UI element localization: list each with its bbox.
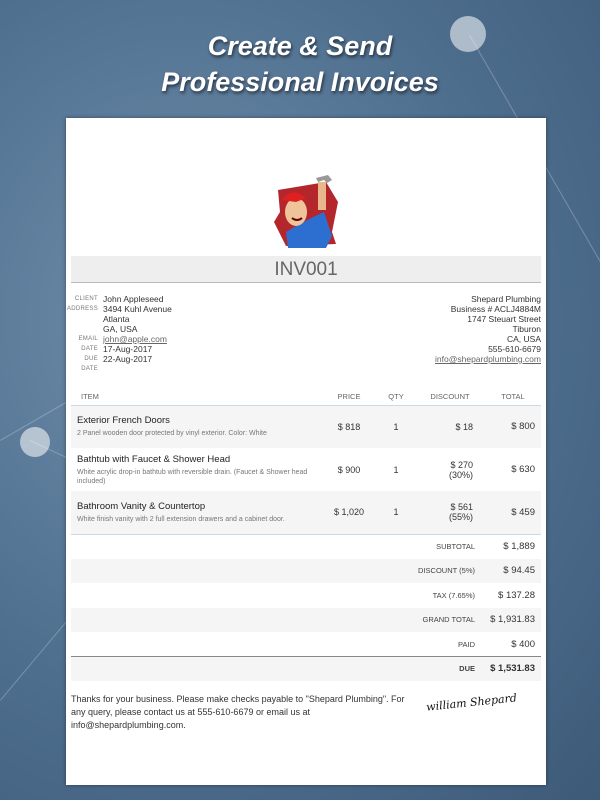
promo-headline — [0, 28, 600, 100]
address-line: GA, USA — [103, 324, 138, 334]
client-info — [66, 294, 172, 374]
business-email-link[interactable]: info@shepardplumbing.com — [435, 354, 541, 364]
due-value: $ 1,531.83 — [485, 657, 541, 681]
item-qty: 1 — [377, 405, 415, 448]
item-description: White finish vanity with 2 full extension drawers and a cabinet door. — [77, 515, 285, 523]
business-info — [435, 294, 541, 364]
business-region: CA, USA — [506, 334, 541, 344]
col-qty: QTY — [377, 388, 415, 405]
item-total: $ 800 — [485, 405, 541, 448]
totals-value: $ 400 — [511, 638, 535, 650]
item-total: $ 630 — [511, 464, 535, 475]
item-description: 2 Panel wooden door protected by vinyl exterior. Color: White — [77, 430, 267, 438]
email-label: EMAIL — [78, 336, 98, 342]
totals-label: DISCOUNT (5%) — [71, 559, 485, 584]
item-cell — [71, 405, 321, 448]
signature: william Shepard — [425, 691, 518, 714]
plumber-mascot-icon — [266, 172, 346, 252]
item-discount-cell — [415, 405, 485, 448]
address-line: 3494 Kuhl Avenue — [103, 304, 172, 314]
totals-value: $ 1,931.83 — [485, 608, 541, 633]
item-price: $ 900 — [337, 464, 361, 475]
due-label: DUE — [71, 657, 485, 681]
totals-value: $ 94.45 — [485, 559, 541, 584]
totals-row — [71, 608, 541, 633]
client-email-link[interactable]: john@apple.com — [103, 334, 167, 344]
item-discount-cell — [415, 491, 485, 534]
totals-label: PAID — [458, 639, 475, 649]
item-discount: $ 561 — [450, 502, 473, 513]
totals-label: TAX (7.65%) — [432, 590, 475, 600]
totals-row — [71, 534, 541, 559]
due-row — [71, 657, 541, 681]
client-label: CLIENT — [74, 296, 98, 302]
totals-label: SUBTOTAL — [436, 542, 475, 551]
table-row[interactable] — [71, 405, 541, 448]
col-total: TOTAL — [485, 388, 541, 405]
col-price: PRICE — [321, 388, 377, 405]
item-discount: $ 270 — [450, 459, 473, 470]
footer-note: Thanks for your business. Please make checks payable to "Shepard Plumbing". For any query, please contact us at 555-610-6679 or email us at info@shepardplumbing.com. — [71, 694, 405, 730]
table-row[interactable] — [71, 491, 541, 534]
item-discount-percent: (55%) — [448, 512, 473, 523]
totals-row — [71, 559, 541, 584]
totals-label: GRAND TOTAL — [71, 608, 485, 633]
totals-row — [71, 632, 541, 657]
invoice-date: 17-Aug-2017 — [103, 344, 153, 354]
item-discount-percent: (30%) — [448, 469, 473, 480]
invoice-document — [66, 118, 546, 785]
due-date-label: DUE DATE — [81, 356, 98, 372]
totals-value: $ 1,889 — [503, 541, 535, 552]
item-total: $ 459 — [485, 491, 541, 534]
item-discount: $ 18 — [455, 421, 473, 432]
headline-line-2: Professional Invoices — [161, 67, 439, 97]
item-cell — [71, 448, 321, 491]
item-price: $ 1,020 — [321, 491, 377, 534]
business-name: Shepard Plumbing — [471, 294, 541, 304]
item-qty: 1 — [393, 464, 399, 475]
col-item: ITEM — [71, 388, 321, 405]
item-name: Bathroom Vanity & Countertop — [77, 500, 206, 512]
business-street: 1747 Steuart Street — [467, 314, 541, 324]
business-city: Tiburon — [512, 324, 541, 334]
business-phone: 555-610-6679 — [488, 344, 541, 354]
table-row[interactable] — [71, 448, 541, 491]
totals-row — [71, 583, 541, 608]
address-label: ADDRESS — [66, 306, 98, 312]
item-name: Exterior French Doors — [77, 415, 170, 427]
due-date: 22-Aug-2017 — [103, 354, 153, 364]
item-price: $ 818 — [321, 405, 377, 448]
item-qty: 1 — [377, 491, 415, 534]
totals-value: $ 137.28 — [498, 589, 535, 601]
headline-line-1: Create & Send — [207, 31, 393, 61]
items-table — [71, 388, 541, 681]
business-number: Business # ACLJ4884M — [450, 304, 541, 314]
date-label: DATE — [81, 346, 98, 352]
client-name: John Appleseed — [103, 294, 164, 304]
bg-dot — [20, 427, 50, 457]
item-cell — [71, 491, 321, 534]
item-description: White acrylic drop-in bathtub with reversible drain. (Faucet & Shower head included) — [77, 468, 308, 485]
item-name: Bathtub with Faucet & Shower Head — [77, 453, 231, 465]
invoice-number: INV001 — [71, 256, 541, 283]
col-discount: DISCOUNT — [415, 388, 485, 405]
item-discount-cell — [415, 448, 485, 491]
address-line: Atlanta — [103, 314, 130, 324]
